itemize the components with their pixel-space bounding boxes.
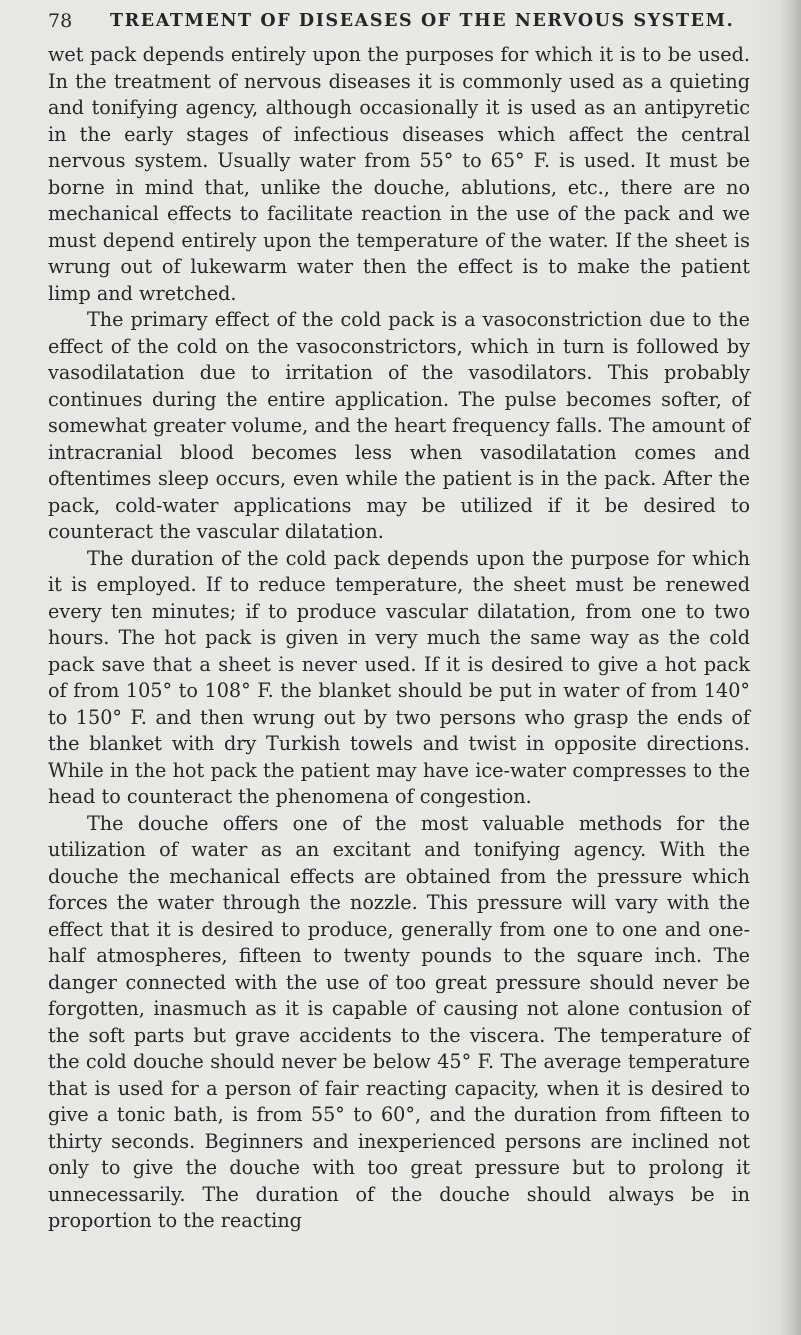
paragraph-wet-pack: wet pack depends entirely upon the purposes for which it is to be used. In the treatment of nervous diseases it is commonly used as a quieting and tonifying agency, although occasionally it is used as an antipyretic in the early stages of infectious diseases which affect the central nervous system. Usually water from 55° to 65° F. is used. It must be borne in mind that, unlike the douche, ablutions, etc., there are no mechanical effects to facilitate reaction in the use of the pack and we must depend entirely upon the temperature of the water. If the sheet is wrung out of lukewarm water then the effect is to make the patient limp and wretched. <box>48 43 750 305</box>
page-number: 78 <box>48 10 73 32</box>
paragraph-douche: The douche offers one of the most valuable methods for the utilization of water as an excitant and tonifying agency. With the douche the mechanical effects are obtained from the pressure which forces the water through the nozzle. This pressure will vary with the effect that it is desired to produce, generally from one to one and one-half atmospheres, fifteen to twenty pounds to the square inch. The danger connected with the use of too great pressure should never be forgotten, inasmuch as it is capable of causing not alone contusion of the soft parts but grave accidents to the viscera. The temperature of the cold douche should never be below 45° F. The average temperature that is used for a person of fair reacting capacity, when it is desired to give a tonic bath, is from 55° to 60°, and the duration from fifteen to thirty seconds. Beginners and inexperienced persons are inclined not only to give the douche with too great pressure but to prolong it unnecessarily. The duration of the douche should always be in proportion to the reacting <box>48 811 750 1232</box>
running-head <box>48 4 748 38</box>
running-title: TREATMENT OF DISEASES OF THE NERVOUS SYSTEM. <box>110 11 735 31</box>
body-text <box>48 42 750 1235</box>
paragraph-pack-duration: The duration of the cold pack depends upon the purpose for which it is employed. If to reduce temperature, the sheet must be renewed every ten minutes; if to produce vascular dilatation, from one to two hours. The hot pack is given in very much the same way as the cold pack save that a sheet is never used. If it is desired to give a hot pack of from 105° to 108° F. the blanket should be put in water of from 140° to 150° F. and then wrung out by two persons who grasp the ends of the blanket with dry Turkish towels and twist in opposite directions. While in the hot pack the patient may have ice-water compresses to the head to counteract the phenomena of congestion. <box>48 546 750 808</box>
paragraph-cold-pack-effect: The primary effect of the cold pack is a vasoconstriction due to the effect of the cold on the vasoconstrictors, which in turn is followed by vasodilatation due to irritation of the vasodilators. This probably continues during the entire application. The pulse becomes softer, of somewhat greater volume, and the heart frequency falls. The amount of intracranial blood becomes less when vasodilatation comes and oftentimes sleep occurs, even while the patient is in the pack. After the pack, cold-water applications may be utilized if it be desired to counteract the vascular dilatation. <box>48 308 750 543</box>
page-edge-shadow <box>779 0 801 1335</box>
